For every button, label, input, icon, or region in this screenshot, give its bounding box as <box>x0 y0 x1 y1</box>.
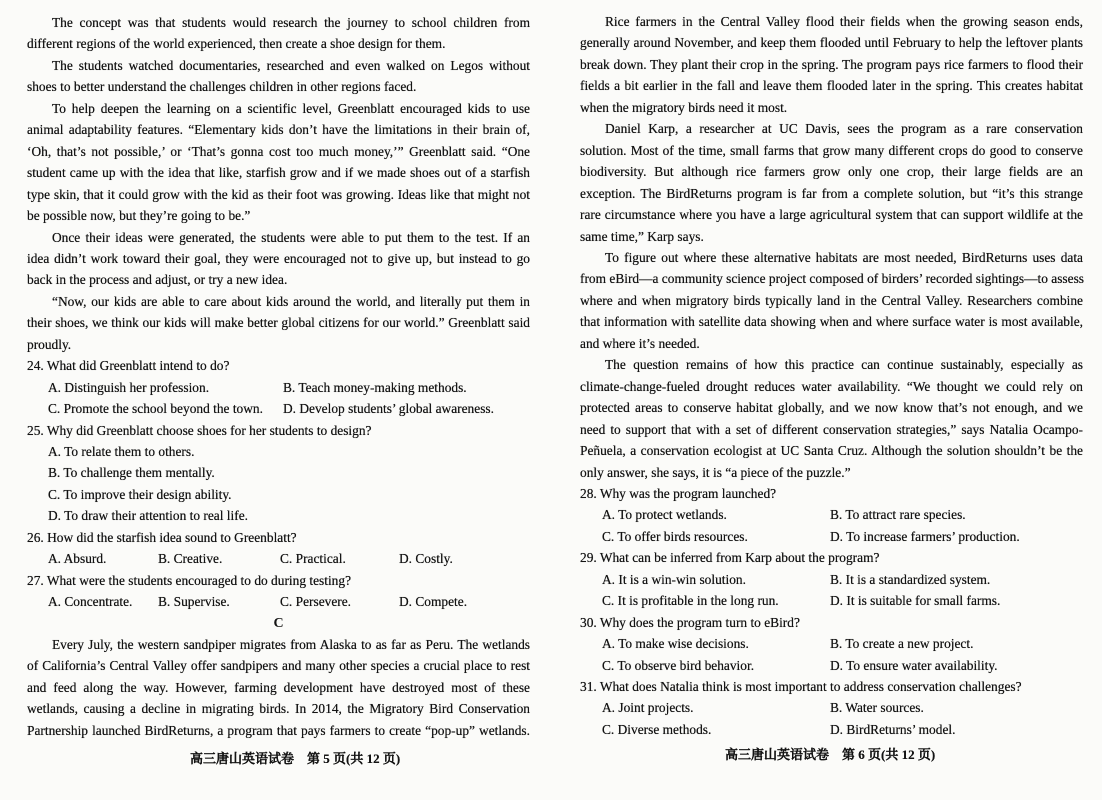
question-stem: 31. What does Natalia think is most important to address conservation challenges? <box>580 678 1022 694</box>
paragraph-line: wetlands, causing a decline in migrating birds. In 2014, the Migratory Bird Conservation <box>27 701 530 717</box>
option-a: A. Concentrate. <box>48 594 133 610</box>
question-stem: 25. Why did Greenblatt choose shoes for her students to design? <box>27 422 372 438</box>
question-block <box>27 420 530 527</box>
question-stem: 29. What can be inferred from Karp about the program? <box>580 550 880 566</box>
question-block <box>580 547 1083 611</box>
option-row <box>580 569 1083 590</box>
right-page-column <box>580 11 1083 740</box>
question-block <box>27 355 530 419</box>
option-b: B. To attract rare species. <box>830 507 966 523</box>
option-row <box>27 462 530 483</box>
option-a: A. It is a win-win solution. <box>602 571 746 587</box>
paragraph-line: their shoes, we think our kids will make better global citizens for our world.” Greenblatt said <box>27 315 530 331</box>
option-row <box>27 377 530 398</box>
paragraph-line: Rice farmers in the Central Valley flood their fields when the growing season ends, <box>605 14 1083 29</box>
paragraph-line: “Now, our kids are able to care about kids around the world, and literally put them in <box>52 293 530 309</box>
option-b: B. Water sources. <box>830 700 924 716</box>
paragraph-line: different regions of the world experienced, then create a shoe design for them. <box>27 36 446 52</box>
question-block <box>27 527 530 570</box>
paragraph-line: when the migratory birds need it most. <box>580 99 788 115</box>
option-d: D. It is suitable for small farms. <box>830 593 1001 609</box>
option-d: D. BirdReturns’ model. <box>830 721 956 737</box>
left-page-footer: 高三唐山英语试卷 第 5 页(共 12 页) <box>190 751 401 766</box>
option-a: A. To relate them to others. <box>48 444 195 460</box>
option-row <box>27 484 530 505</box>
paragraph <box>580 247 1083 354</box>
paragraph-line: climate-change-fueled drought reduces water availability. “We thought we could rely on <box>580 378 1083 394</box>
paragraph-line: from eBird—a community science project composed of birders’ recorded sightings—to assess <box>580 271 1084 287</box>
option-d: D. To ensure water availability. <box>830 657 998 673</box>
paragraph-line: shoes to better understand the challenges children in other regions faced. <box>27 79 417 95</box>
paragraph-line: proudly. <box>27 336 72 352</box>
option-d: D. Costly. <box>399 551 453 567</box>
question-stem: 30. Why does the program turn to eBird? <box>580 614 800 630</box>
paragraph-line: animal adaptability features. “Elementary kids don’t have the limitations in their brain of, <box>27 122 530 138</box>
option-row <box>27 548 530 569</box>
option-a: A. Joint projects. <box>602 700 694 716</box>
option-b: B. Teach money-making methods. <box>283 379 467 395</box>
question-block <box>580 676 1083 740</box>
option-c: C. It is profitable in the long run. <box>602 593 779 609</box>
option-row <box>580 655 1083 676</box>
option-a: A. To make wise decisions. <box>602 636 749 652</box>
paragraph-line: where and when migratory birds typically land in the Central Valley. Researchers combine <box>580 292 1083 308</box>
option-row <box>27 505 530 526</box>
option-a: A. Distinguish her profession. <box>48 379 210 395</box>
paragraph-line: fields a bit earlier in the fall and leave them flooded later in the spring. This creates habitat <box>580 78 1083 94</box>
paragraph-line: biodiversity. But although rice farmers grow only one crop, their large fields are an <box>580 164 1083 180</box>
option-row <box>27 398 530 419</box>
question-stem: 27. What were the students encouraged to do during testing? <box>27 572 352 588</box>
option-row <box>580 697 1083 718</box>
paragraph-line: student came up with the idea that like, starfish grow and if we made shoes out of a starfish <box>27 165 530 181</box>
option-c: C. To improve their design ability. <box>48 486 232 502</box>
option-d: D. To increase farmers’ production. <box>830 528 1020 544</box>
paragraph-line: Daniel Karp, a researcher at UC Davis, sees the program as a rare conservation <box>605 121 1083 137</box>
option-c: C. Diverse methods. <box>602 721 712 737</box>
paragraph-line: To help deepen the learning on a scientific level, Greenblatt encouraged kids to use <box>52 100 530 116</box>
question-block <box>580 483 1083 547</box>
paragraph-line: only answer, she says, it is “a piece of the puzzle.” <box>580 464 851 480</box>
option-b: B. It is a standardized system. <box>830 571 991 587</box>
option-b: B. Supervise. <box>158 594 230 610</box>
paragraph-line: generally around November, and keep them flooded until February to help the leftover plants <box>580 35 1083 51</box>
paragraph-line: of California’s Central Valley offer sandpipers and many other species a crucial place to rest <box>27 658 530 674</box>
option-row <box>580 526 1083 547</box>
option-row <box>27 591 530 612</box>
question-stem: 26. How did the starfish idea sound to Greenblatt? <box>27 529 297 545</box>
paragraph-line: rare circumstance where you have a large agricultural system that can support wildlife at the <box>580 207 1083 223</box>
option-d: D. Develop students’ global awareness. <box>283 401 494 417</box>
option-d: D. To draw their attention to real life. <box>48 508 248 524</box>
paragraph-line: Peñuela, a conservation ecologist at UC Santa Cruz. Although the solution shouldn’t be the <box>580 443 1083 459</box>
paragraph-line: ‘Oh, that’s not possible,’ or ‘That’s gonna cost too much money,’” Greenblatt said. “One <box>27 143 530 159</box>
paragraph <box>27 634 530 741</box>
paragraph-line: and where it’s needed. <box>580 335 700 351</box>
option-row <box>580 719 1083 740</box>
section-heading: C <box>273 615 284 631</box>
paragraph <box>580 354 1083 483</box>
paragraph <box>27 98 530 227</box>
question-block <box>27 570 530 613</box>
option-row <box>580 504 1083 525</box>
paragraph <box>27 55 530 98</box>
option-c: C. To observe bird behavior. <box>602 657 755 673</box>
paragraph <box>580 118 1083 247</box>
paragraph-line: idea didn’t work toward their goal, they were encouraged not to give up, but instead to go <box>27 250 530 266</box>
option-d: D. Compete. <box>399 594 468 610</box>
paragraph-line: and feed along the way. However, farming development have destroyed most of these <box>27 679 530 695</box>
option-c: C. Persevere. <box>280 594 352 610</box>
paragraph <box>27 12 530 55</box>
paragraph-line: To figure out where these alternative habitats are most needed, BirdReturns uses data <box>605 249 1083 265</box>
option-b: B. To challenge them mentally. <box>48 465 215 481</box>
paragraph-line: Once their ideas were generated, the students were able to put them to the test. If an <box>52 229 530 245</box>
option-b: B. Creative. <box>158 551 223 567</box>
option-c: C. Practical. <box>280 551 346 567</box>
paragraph-line: protected areas to conserve habitat globally, and we now know that’s not enough, and we <box>580 400 1083 416</box>
option-row <box>27 441 530 462</box>
paragraph-line: back in the process and adjust, or try a new idea. <box>27 272 288 288</box>
paragraph-line: solution. Most of the time, small farms that grow many different crops do good to conserve <box>580 142 1083 158</box>
option-c: C. Promote the school beyond the town. <box>48 401 263 417</box>
option-a: A. Absurd. <box>48 551 107 567</box>
option-row <box>580 633 1083 654</box>
paragraph-line: be possible now, but they’re going to be.” <box>27 208 251 224</box>
paragraph-line: exception. The BirdReturns program is far from a complete solution, but “it’s this strange <box>580 185 1083 201</box>
paragraph <box>27 291 530 355</box>
question-stem: 28. Why was the program launched? <box>580 485 777 501</box>
paragraph-line: The concept was that students would research the journey to school children from <box>52 15 530 30</box>
paragraph <box>580 11 1083 118</box>
paragraph-line: need to support that with a set of different conservation strategies,” says Natalia Ocampo- <box>580 421 1083 437</box>
paragraph-line: The question remains of how this practice can continue sustainably, especially as <box>605 357 1083 373</box>
paragraph-line: that information with satellite data showing when and where surface water is most available, <box>580 314 1083 330</box>
option-b: B. To create a new project. <box>830 636 974 652</box>
right-page-footer: 高三唐山英语试卷 第 6 页(共 12 页) <box>725 747 936 762</box>
option-a: A. To protect wetlands. <box>602 507 727 523</box>
paragraph-line: same time,” Karp says. <box>580 228 704 244</box>
question-stem: 24. What did Greenblatt intend to do? <box>27 358 230 374</box>
paragraph-line: Every July, the western sandpiper migrates from Alaska to as far as Peru. The wetlands <box>52 637 530 653</box>
option-c: C. To offer birds resources. <box>602 528 748 544</box>
paragraph-line: The students watched documentaries, researched and even walked on Legos without <box>52 57 530 73</box>
paragraph-line: break down. They plant their crop in the spring. The program pays rice farmers to flood their <box>580 56 1083 72</box>
paragraph <box>27 227 530 291</box>
left-page-column <box>27 12 530 741</box>
paragraph-line: type skin, that it could grow with the kid as their foot was growing. Ideas like that might not <box>27 186 530 202</box>
question-block <box>580 612 1083 676</box>
paragraph-line: Partnership launched BirdReturns, a program that pays farmers to create “pop-up” wetlands. <box>27 722 530 738</box>
option-row <box>580 590 1083 611</box>
